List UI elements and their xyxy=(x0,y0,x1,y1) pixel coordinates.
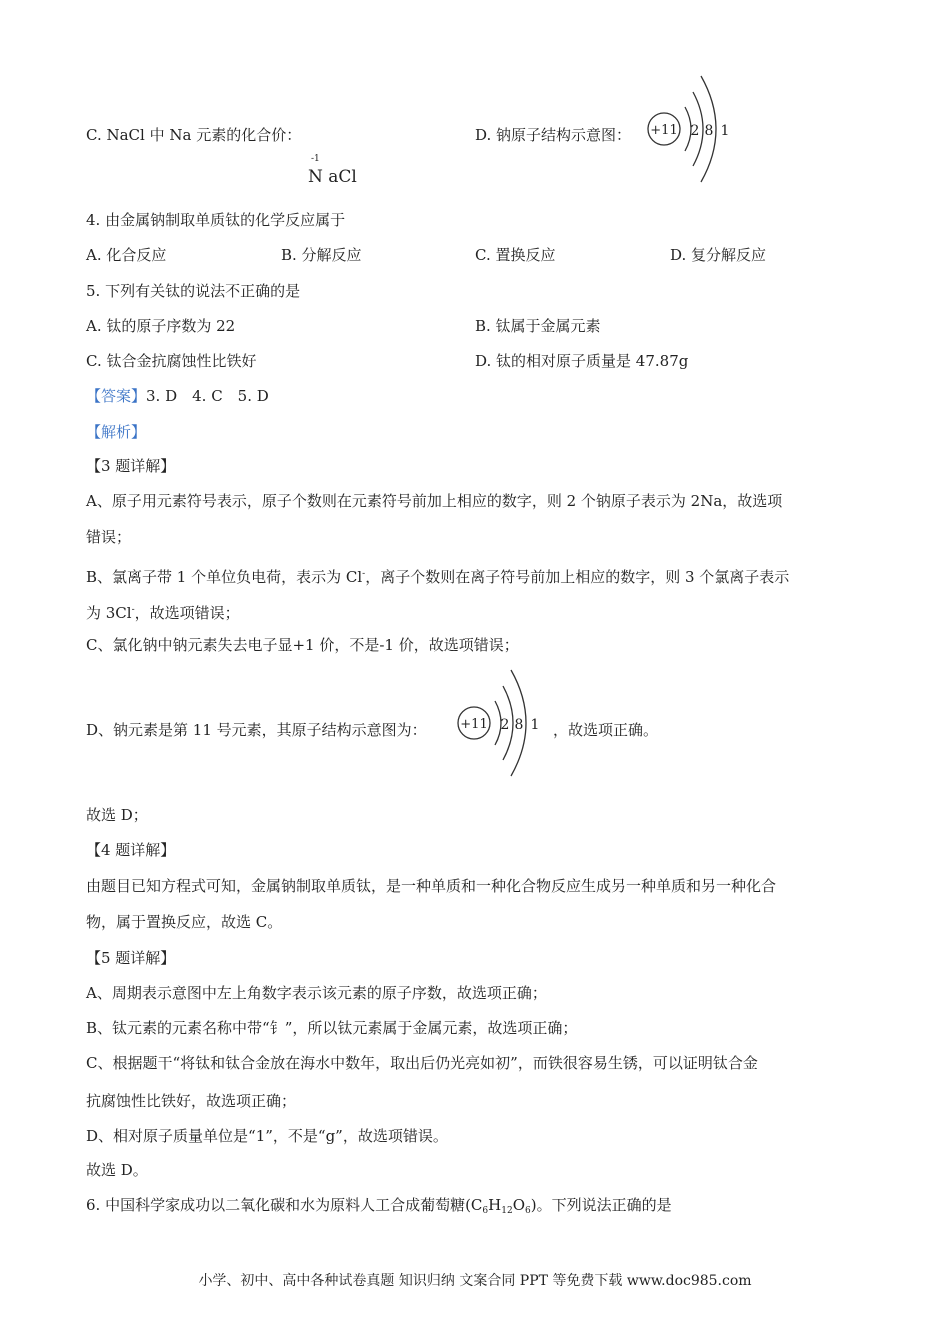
atom-shell-1-label: 2 xyxy=(690,123,700,139)
valence-formula-rest: aCl xyxy=(328,167,357,187)
d4-line1: 由题目已知方程式可知，金属钠制取单质钛，是一种单质和一种化合物反应生成另一种单质和另一种化合 xyxy=(86,877,777,895)
d3-b-line1 xyxy=(86,564,789,587)
d3-header: 【3 题详解】 xyxy=(86,457,176,475)
q3-option-d: D. 钠原子结构示意图： xyxy=(475,126,632,144)
q5-option-b: B. 钛属于金属元素 xyxy=(475,317,601,335)
q4-option-a: A. 化合反应 xyxy=(86,246,167,264)
page-footer: 小学、初中、高中各种试卷真题 知识归纳 文案合同 PPT 等免费下载 www.doc985.com xyxy=(198,1273,752,1289)
d5-a-line: A、周期表示意图中左上角数字表示该元素的原子序数，故选项正确； xyxy=(86,984,547,1002)
q6-h: H xyxy=(488,1196,502,1214)
q4-option-b: B. 分解反应 xyxy=(281,246,362,264)
q5-option-d: D. 钛的相对原子质量是 47.87g xyxy=(475,352,689,370)
atom2-shell-1-label: 2 xyxy=(500,717,510,733)
d3-b2-pre: 为 3Cl xyxy=(86,604,132,622)
atom2-nucleus-label: +11 xyxy=(460,717,488,732)
atom2-shell-3-label: 1 xyxy=(530,717,540,733)
atom2-shell-2-label: 8 xyxy=(514,717,524,733)
q6-post: )。下列说法正确的是 xyxy=(530,1196,672,1214)
analysis-label: 【解析】 xyxy=(86,423,147,441)
valence-formula xyxy=(308,167,357,187)
q6-sub-o: 6 xyxy=(525,1206,531,1216)
d5-b-line: B、钛元素的元素名称中带“钅”，所以钛元素属于金属元素，故选项正确； xyxy=(86,1019,578,1037)
d5-header: 【5 题详解】 xyxy=(86,949,176,967)
q6-question xyxy=(86,1195,672,1221)
d3-b1-pre: B、氯离子带 1 个单位负电荷，表示为 Cl xyxy=(86,568,363,586)
d5-d-line: D、相对原子质量单位是“1”，不是“g”，故选项错误。 xyxy=(86,1127,448,1145)
d5-c-line2: 抗腐蚀性比铁好，故选项正确； xyxy=(86,1092,297,1110)
d3-a-line1: A、原子用元素符号表示，原子个数则在元素符号前加上相应的数字，则 2 个钠原子表示为 2Na，故选项 xyxy=(86,492,783,510)
d4-header: 【4 题详解】 xyxy=(86,841,176,859)
sodium-atom-diagram-1 xyxy=(645,72,735,190)
q4-question: 4. 由金属钠制取单质钛的化学反应属于 xyxy=(86,211,346,229)
d3-d-post: ，故选项正确。 xyxy=(553,721,659,739)
atom-shell-2-label: 8 xyxy=(704,123,714,139)
d3-b2-post: ，故选项错误； xyxy=(134,604,240,622)
q5-option-c: C. 钛合金抗腐蚀性比铁好 xyxy=(86,352,257,370)
d3-conclusion: 故选 D； xyxy=(86,806,148,824)
q6-sub-c: 6 xyxy=(482,1206,489,1216)
q4-option-d: D. 复分解反应 xyxy=(670,246,767,264)
q6-pre: 6. 中国科学家成功以二氧化碳和水为原料人工合成葡萄糖(C xyxy=(86,1196,483,1214)
atom-nucleus-label: +11 xyxy=(650,123,678,138)
d3-c-line: C、氯化钠中钠元素失去电子显+1 价，不是-1 价，故选项错误； xyxy=(86,636,519,654)
sodium-atom-diagram-2 xyxy=(455,666,545,784)
d4-line2: 物，属于置换反应，故选 C。 xyxy=(86,913,283,931)
d3-b2-sup: - xyxy=(131,605,135,615)
d3-d-pre: D、钠元素是第 11 号元素，其原子结构示意图为： xyxy=(86,721,427,739)
d3-a-line2: 错误； xyxy=(86,528,132,546)
atom-shell-3-label: 1 xyxy=(720,123,730,139)
q6-o: O xyxy=(512,1196,526,1214)
q5-option-a: A. 钛的原子序数为 22 xyxy=(86,317,236,335)
answer-line xyxy=(86,386,269,406)
d3-b-line2 xyxy=(86,600,240,623)
q4-option-c: C. 置换反应 xyxy=(475,246,556,264)
d5-c-line1: C、根据题干“将钛和钛合金放在海水中数年，取出后仍光亮如初”，而铁很容易生锈，可以证明钛合金 xyxy=(86,1054,758,1072)
valence-formula-n: N xyxy=(308,167,323,187)
q6-sub-h: 12 xyxy=(501,1206,513,1216)
q3-option-c: C. NaCl 中 Na 元素的化合价： xyxy=(86,126,302,144)
d3-b1-post: ，离子个数则在离子符号前加上相应的数字，则 3 个氯离子表示 xyxy=(365,568,790,586)
answer-text: 3. D 4. C 5. D xyxy=(146,387,269,405)
d5-conclusion: 故选 D。 xyxy=(86,1161,148,1179)
valence-mark: -1 xyxy=(311,154,320,164)
d3-b1-sup: - xyxy=(362,569,366,579)
answer-label: 【答案】 xyxy=(86,387,147,405)
q5-question: 5. 下列有关钛的说法不正确的是 xyxy=(86,282,301,300)
